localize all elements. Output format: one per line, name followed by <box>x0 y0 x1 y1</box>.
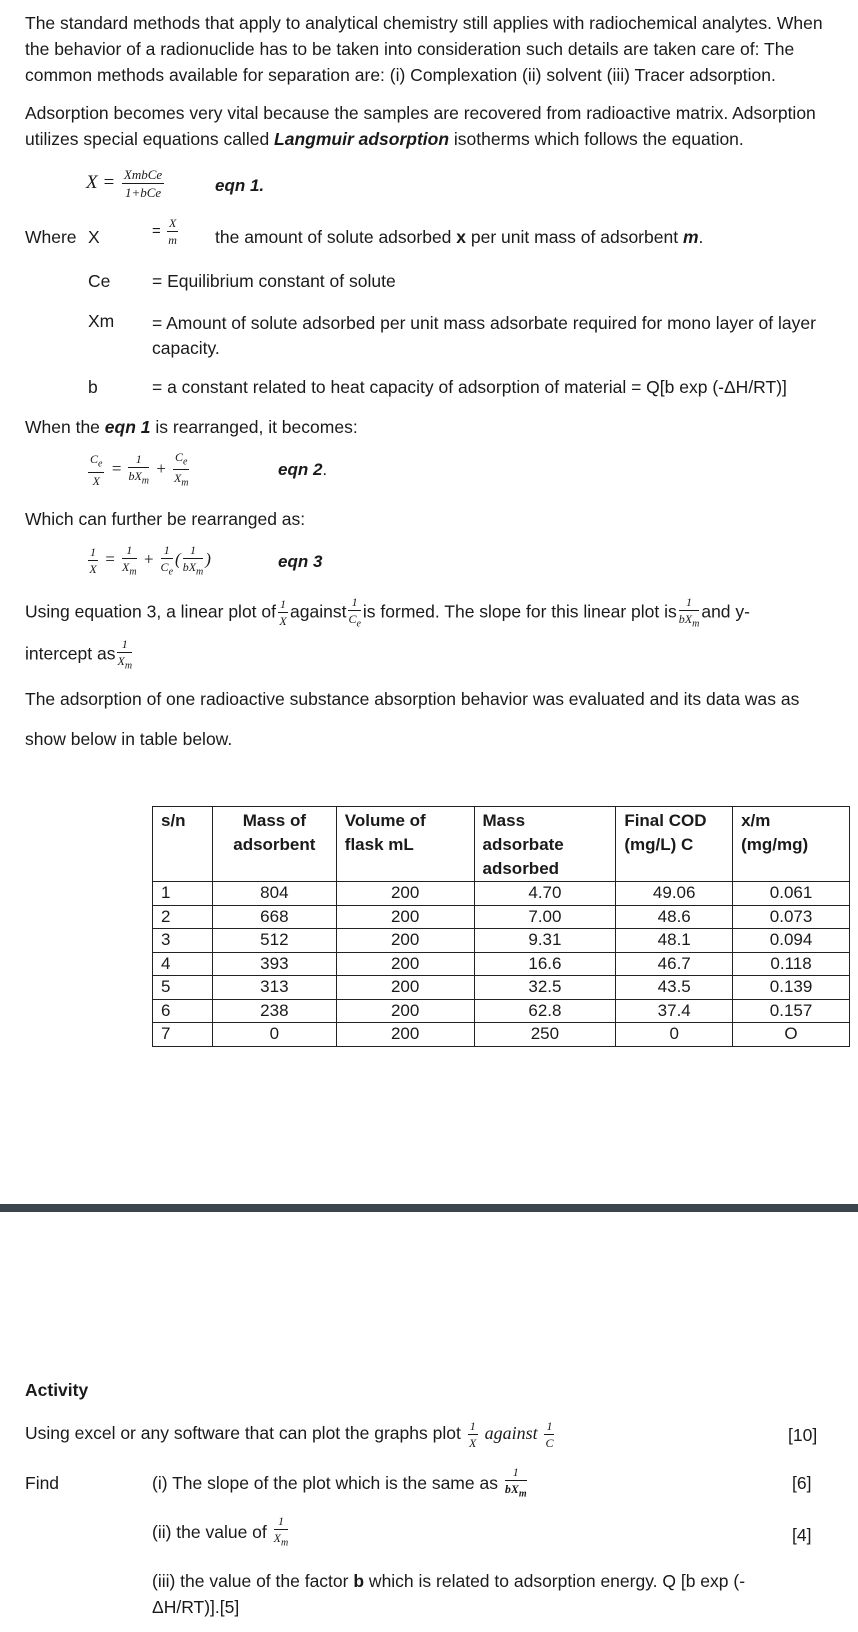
table-cell: 4.70 <box>474 882 616 906</box>
equation-2: $\frac{C_e}{X}$ = $\frac{1}{bX_m}$ + $\frac{C_e}{X_m}$ <box>90 450 189 489</box>
q1-text: (i) The slope of the plot which is the same as <box>152 1473 498 1493</box>
question-1: (i) The slope of the plot which is the same as $\frac{1}{bX_m}$ <box>152 1465 527 1500</box>
table-cell: 46.7 <box>616 952 733 976</box>
linear-text-c: is formed. The slope for this linear plot is <box>362 601 677 622</box>
eqn3-label: eqn 3 <box>278 552 323 571</box>
def-x-bold-m: m <box>682 227 699 247</box>
table-cell: 1 <box>153 882 213 906</box>
table-cell: 5 <box>153 976 213 1000</box>
adsorption-data-paragraph: The adsorption of one radioactive substance absorption behavior was evaluated and its data was as <box>25 689 800 709</box>
intercept-line: intercept as $\frac{1}{X_m}$ <box>25 637 133 672</box>
rearr1-b: is rearranged, it becomes: <box>150 417 358 437</box>
def-sym-ce: Ce <box>88 271 111 291</box>
header-final-cod: Final COD (mg/L) C <box>616 807 733 882</box>
def-x-text <box>215 227 703 248</box>
header-mass-adsorbate: Mass adsorbate adsorbed <box>474 807 616 882</box>
rearrange-2-text: Which can further be rearranged as: <box>25 509 306 529</box>
linear-plot-paragraph: Using equation 3, a linear plot of $\frac{1}{X}$ against $\frac{1}{C_e}$ is formed. The slope for this linear plot is $\frac{1}{bX_m}$ and y- <box>25 595 750 630</box>
table-cell: 7.00 <box>474 905 616 929</box>
header-xm: x/m (mg/mg) <box>733 807 850 882</box>
def-x-bold-x: x <box>456 227 467 247</box>
eqn1-label: eqn 1. <box>215 176 265 195</box>
find-label: Find <box>25 1473 60 1493</box>
table-cell: 62.8 <box>474 999 616 1023</box>
eqn1-lhs: X = <box>86 171 116 193</box>
table-row <box>153 905 850 929</box>
table-cell: 393 <box>212 952 336 976</box>
adsorption-data-paragraph-2: show below in table below. <box>25 729 233 749</box>
table-cell: 48.6 <box>616 905 733 929</box>
def-x-eq <box>152 217 180 246</box>
def-b-text: = a constant related to heat capacity of adsorption of material = Q[b exp (-ΔH/RT)] <box>152 377 787 397</box>
adsorption-text-a: Adsorption becomes very vital because the samples are recovered from radioactive matrix. Adsorption utilizes special equations called <box>25 103 816 149</box>
q2-mark: [4] <box>792 1525 812 1545</box>
table-row <box>153 976 850 1000</box>
table-cell: 512 <box>212 929 336 953</box>
question-3 <box>152 1568 802 1620</box>
question-2: (ii) the value of $\frac{1}{X_m}$ <box>152 1514 289 1549</box>
equation-3: $\frac{1}{X}$ = $\frac{1}{X_m}$ + $\frac{1}{C_e}$ ( $\frac{1}{bX_m}$ ) <box>89 543 211 578</box>
q2-text: (ii) the value of <box>152 1522 267 1542</box>
table-row <box>153 882 850 906</box>
activity-task-text: Using excel or any software that can plot the graphs plot <box>25 1423 461 1444</box>
table-cell: 6 <box>153 999 213 1023</box>
table-cell: 0 <box>212 1023 336 1047</box>
table-cell: 0.118 <box>733 952 850 976</box>
def-x-text-a: the amount of solute adsorbed <box>215 227 457 247</box>
intro-paragraph: The standard methods that apply to analytical chemistry still applies with radiochemical analytes. When the behavior of a radionuclide has to be taken into consideration such details are taken care of: The common methods available for separation are: (i) Complexation (ii) solvent (iii) Tracer adsorption. <box>25 13 823 85</box>
table-cell: 16.6 <box>474 952 616 976</box>
table-cell: 200 <box>336 882 474 906</box>
eqn1-numerator: XmbCe <box>123 167 163 182</box>
table-cell: 0.073 <box>733 905 850 929</box>
activity-against: against <box>484 1423 538 1444</box>
table-cell: 49.06 <box>616 882 733 906</box>
def-x-num: X <box>168 216 177 230</box>
table-cell: 668 <box>212 905 336 929</box>
eqn1-denominator: 1+bCe <box>124 185 162 200</box>
def-x-fraction <box>167 217 178 246</box>
adsorption-paragraph <box>25 100 845 152</box>
table-row <box>153 929 850 953</box>
table-cell: 43.5 <box>616 976 733 1000</box>
table-cell: 0.157 <box>733 999 850 1023</box>
q3-bold: b <box>353 1571 365 1591</box>
header-mass-adsorbent: Mass of adsorbent <box>212 807 336 882</box>
where-label: Where <box>25 227 77 247</box>
table-cell: 313 <box>212 976 336 1000</box>
table-cell: 238 <box>212 999 336 1023</box>
q3-text-a: (iii) the value of the factor <box>152 1571 354 1591</box>
table-cell: 250 <box>474 1023 616 1047</box>
section-divider <box>0 1204 858 1212</box>
rearr1-a: When the <box>25 417 105 437</box>
def-x-den: m <box>168 233 177 247</box>
linear-text-d: and y- <box>701 601 750 622</box>
table-row <box>153 1023 850 1047</box>
table-cell: 3 <box>153 929 213 953</box>
eqn2-label <box>278 460 327 480</box>
table-row <box>153 999 850 1023</box>
table-cell: 200 <box>336 929 474 953</box>
adsorption-data-table <box>152 806 850 1047</box>
table-cell: 0 <box>616 1023 733 1047</box>
q3-text-b: which is related to adsorption energy. Q [b exp (-ΔH/RT)].[5] <box>152 1571 746 1617</box>
table-cell: 9.31 <box>474 929 616 953</box>
table-cell: 0.139 <box>733 976 850 1000</box>
langmuir-term: Langmuir adsorption <box>274 129 450 149</box>
def-x-equals: = <box>152 222 161 240</box>
table-cell: 200 <box>336 1023 474 1047</box>
linear-text-e: intercept as <box>25 643 116 664</box>
def-sym-x: X <box>88 227 100 247</box>
table-cell: 48.1 <box>616 929 733 953</box>
table-cell: 804 <box>212 882 336 906</box>
table-cell: O <box>733 1023 850 1047</box>
def-x-text-b: per unit mass of adsorbent <box>466 227 683 247</box>
def-sym-b: b <box>88 377 98 397</box>
table-cell: 7 <box>153 1023 213 1047</box>
adsorption-text-b: isotherms which follows the equation. <box>449 129 744 149</box>
task-mark: [10] <box>788 1425 818 1445</box>
eqn2-label-tail: . <box>322 460 328 479</box>
table-cell: 200 <box>336 976 474 1000</box>
table-cell: 32.5 <box>474 976 616 1000</box>
eqn1-fraction <box>122 168 164 199</box>
header-sn: s/n <box>153 807 213 882</box>
q1-mark: [6] <box>792 1473 812 1493</box>
def-xm-text: = Amount of solute adsorbed per unit mass adsorbate required for mono layer of layer capacity. <box>152 313 816 358</box>
equation-1 <box>86 168 166 199</box>
table-cell: 200 <box>336 905 474 929</box>
table-cell: 200 <box>336 952 474 976</box>
table-cell: 2 <box>153 905 213 929</box>
def-sym-xm: Xm <box>88 311 115 331</box>
rearr1-bold: eqn 1 <box>104 417 151 437</box>
def-x-text-c: . <box>698 227 704 247</box>
table-cell: 0.094 <box>733 929 850 953</box>
eqn2-label-text: eqn 2 <box>278 460 323 479</box>
table-cell: 37.4 <box>616 999 733 1023</box>
def-ce-text: = Equilibrium constant of solute <box>152 271 396 291</box>
linear-text-a: Using equation 3, a linear plot of <box>25 601 276 622</box>
rearrange-1-text <box>25 414 845 440</box>
table-cell: 0.061 <box>733 882 850 906</box>
table-row <box>153 952 850 976</box>
table-cell: 200 <box>336 999 474 1023</box>
activity-task: Using excel or any software that can plot the graphs plot $\frac{1}{X}$ against $\frac{1}{C}$ <box>25 1419 554 1450</box>
header-volume: Volume of flask mL <box>336 807 474 882</box>
activity-title: Activity <box>25 1380 89 1400</box>
linear-text-b: against <box>290 601 347 622</box>
table-cell: 4 <box>153 952 213 976</box>
